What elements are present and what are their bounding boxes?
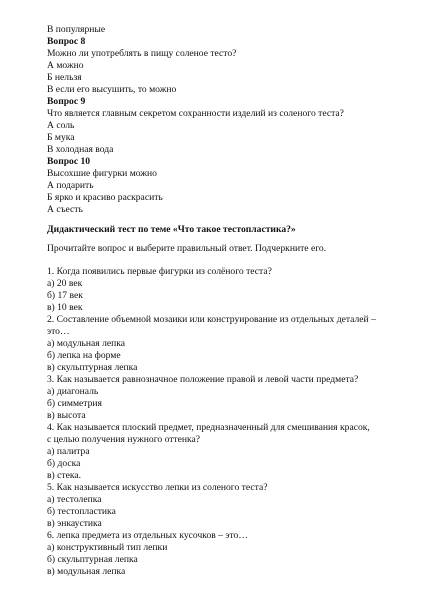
- q9-option-a: А соль: [47, 120, 75, 131]
- t-q6-text: 6. лепка предмета из отдельных кусочков – это…: [47, 530, 248, 541]
- q8-option-a: А можно: [47, 60, 84, 71]
- t-q5-option-a: а) тестолепка: [47, 494, 102, 505]
- t-q1-option-a: а) 20 век: [47, 278, 83, 289]
- t-q3-option-a: а) диагональ: [47, 386, 99, 397]
- t-q1-option-c: в) 10 век: [47, 302, 83, 313]
- t-q5-option-c: в) энкаустика: [47, 518, 102, 529]
- t-q4-text: 4. Как называется плоский предмет, предназначенный для смешивания красок,: [47, 422, 370, 433]
- t-q6-option-c: в) модульная лепка: [47, 566, 126, 577]
- q8-option-b: Б нельзя: [47, 72, 82, 83]
- q9-heading: Вопрос 9: [47, 96, 86, 107]
- t-q5-option-b: б) тестопластика: [47, 506, 116, 517]
- q7-option-c: В популярные: [47, 24, 106, 35]
- t-q3-option-b: б) симметрия: [47, 398, 102, 409]
- t-q6-option-a: а) конструктивный тип лепки: [47, 542, 168, 553]
- t-q1-option-b: б) 17 век: [47, 290, 83, 301]
- t-q5-text: 5. Как называется искусство лепки из соленого теста?: [47, 482, 268, 493]
- t-q2-option-c: в) скульптурная лепка: [47, 362, 138, 373]
- t-q6-option-b: б) скульптурная лепка: [47, 554, 138, 565]
- t-q4-option-a: а) палитра: [47, 446, 90, 457]
- test-instruction: Прочитайте вопрос и выберите правильный ответ. Подчеркните его.: [47, 243, 327, 254]
- t-q2-option-a: а) модульная лепка: [47, 338, 126, 349]
- q10-option-b: Б ярко и красиво раскрасить: [47, 192, 163, 203]
- q8-option-c: В если его высушить, то можно: [47, 84, 177, 95]
- q8-heading: Вопрос 8: [47, 36, 86, 47]
- q9-option-b: Б мука: [47, 132, 75, 143]
- t-q2-text-cont: это…: [47, 326, 70, 337]
- test-title: Дидактический тест по теме «Что такое тестопластика?»: [47, 224, 296, 235]
- t-q2-option-b: б) лепка на форме: [47, 350, 121, 361]
- t-q3-option-c: в) высота: [47, 410, 86, 421]
- t-q2-text: 2. Составление объемной мозаики или конструирование из отдельных деталей –: [47, 314, 376, 325]
- t-q4-text-cont: с целью получения нужного оттенка?: [47, 434, 201, 445]
- q10-heading: Вопрос 10: [47, 156, 91, 167]
- q10-text: Высохшие фигурки можно: [47, 168, 157, 179]
- q10-option-c: А съесть: [47, 204, 83, 215]
- t-q4-option-c: в) стека.: [47, 470, 82, 481]
- q9-option-c: В холодная вода: [47, 144, 114, 155]
- t-q1-text: 1. Когда появились первые фигурки из солёного теста?: [47, 266, 272, 277]
- t-q4-option-b: б) доска: [47, 458, 81, 469]
- q10-option-a: А подарить: [47, 180, 94, 191]
- q9-text: Что является главным секретом сохранности изделий из соленого теста?: [47, 108, 344, 119]
- t-q3-text: 3. Как называется равнозначное положение правой и левой части предмета?: [47, 374, 359, 385]
- q8-text: Можно ли употреблять в пищу соленое тесто?: [47, 48, 237, 59]
